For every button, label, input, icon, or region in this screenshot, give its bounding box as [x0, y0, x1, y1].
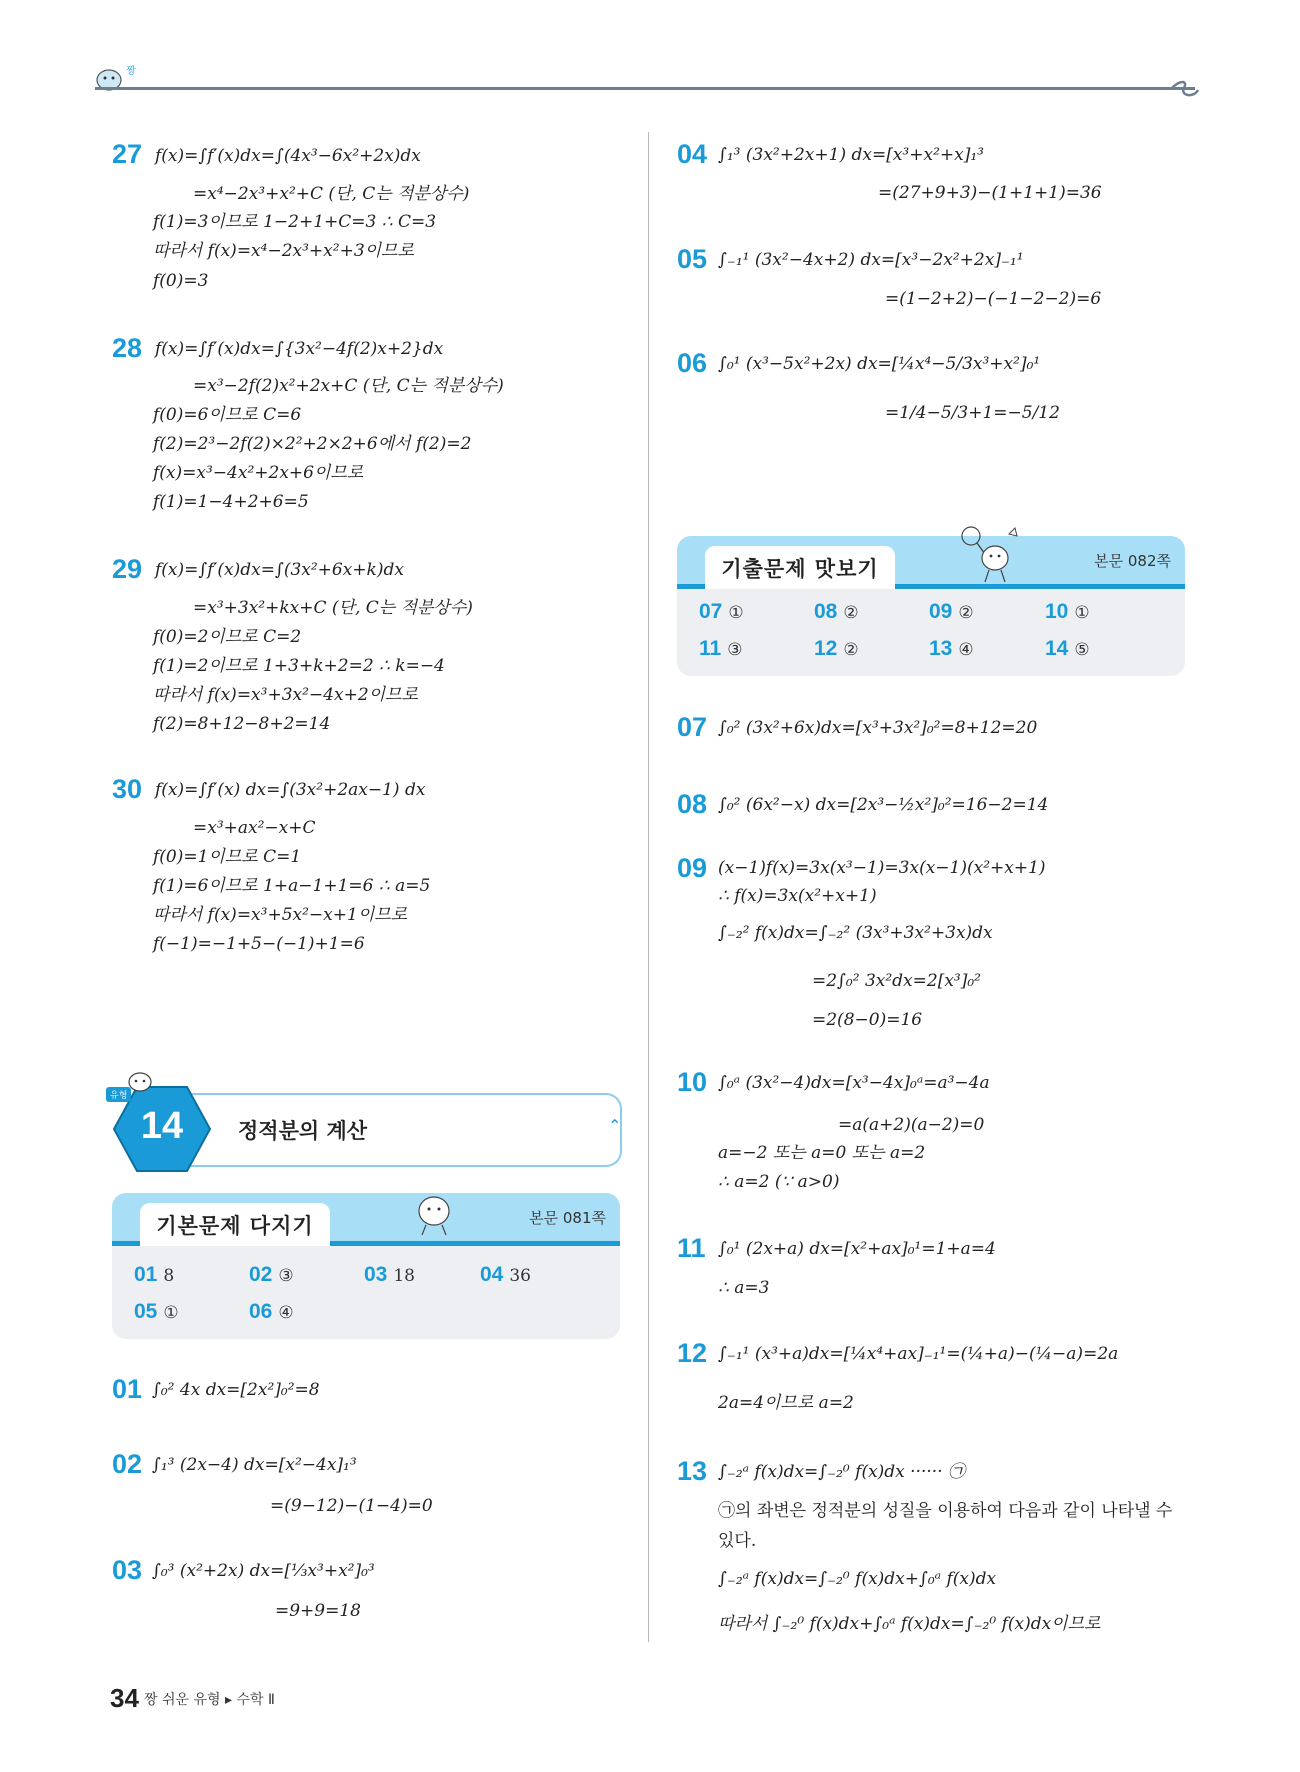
answer-box-tab: 기출문제 맛보기	[705, 546, 895, 589]
problem-number: 27	[112, 139, 143, 169]
solution-line: f(x)=∫f′(x) dx=∫(3x²+2ax−1) dx	[155, 780, 426, 800]
section-header-bar	[140, 1093, 622, 1167]
solution-line: f(2)=2³−2f(2)×2²+2×2+6에서 f(2)=2	[153, 434, 472, 454]
solution-line: ∫₁³ (3x²+2x+1) dx=[x³+x²+x]₁³	[718, 145, 984, 165]
solution-line: f(1)=1−4+2+6=5	[153, 492, 309, 512]
solution-line: 있다.	[718, 1531, 757, 1551]
solution-line: ∫₀² 4x dx=[2x²]₀²=8	[152, 1380, 320, 1400]
solution-line: a=−2 또는 a=0 또는 a=2	[718, 1143, 926, 1163]
solution-line: ∫₀² (3x²+6x)dx=[x³+3x²]₀²=8+12=20	[718, 718, 1038, 738]
problem-number: 30	[112, 774, 143, 804]
solution-line: f(1)=2이므로 1+3+k+2=2 ∴ k=−4	[153, 656, 445, 676]
page-reference: 본문 081쪽	[529, 1209, 606, 1227]
solution-line: (x−1)f(x)=3x(x³−1)=3x(x−1)(x²+x+1)	[718, 858, 1046, 878]
solution-line: 따라서 f(x)=x³+3x²−4x+2이므로	[153, 685, 418, 705]
solution-line: f(1)=3이므로 1−2+1+C=3 ∴ C=3	[153, 212, 437, 232]
solution-line: ∫₁³ (2x−4) dx=[x²−4x]₁³	[152, 1455, 357, 1475]
problem-number: 07	[677, 712, 708, 742]
solution-line: 따라서 f(x)=x⁴−2x³+x²+3이므로	[153, 241, 414, 261]
solution-line: f(0)=2이므로 C=2	[153, 627, 302, 647]
page-number: 34	[110, 1683, 139, 1713]
answer-item: 08 ②	[814, 600, 859, 623]
solution-line: 2a=4이므로 a=2	[718, 1393, 854, 1413]
answer-item: 04 36	[480, 1263, 531, 1286]
solution-line: =a(a+2)(a−2)=0	[838, 1115, 985, 1135]
answer-item: 07 ①	[699, 600, 744, 623]
answer-item: 05 ①	[134, 1300, 179, 1323]
solution-line: f(x)=∫f′(x)dx=∫(3x²+6x+k)dx	[155, 560, 404, 580]
solution-line: 따라서 f(x)=x³+5x²−x+1이므로	[153, 905, 408, 925]
problem-number: 13	[677, 1456, 708, 1486]
solution-line: f(x)=∫f′(x)dx=∫(4x³−6x²+2x)dx	[155, 146, 421, 166]
solution-line: =1/4−5/3+1=−5/12	[885, 403, 1060, 423]
solution-line: ∫₋₂ᵃ f(x)dx=∫₋₂⁰ f(x)dx+∫₀ᵃ f(x)dx	[718, 1569, 997, 1589]
problem-number: 03	[112, 1555, 143, 1585]
solution-line: f(1)=6이므로 1+a−1+1=6 ∴ a=5	[153, 876, 431, 896]
answer-item: 10 ①	[1045, 600, 1090, 623]
solution-line: =x³+ax²−x+C	[193, 818, 316, 838]
answer-item: 03 18	[364, 1263, 415, 1286]
problem-number: 06	[677, 348, 708, 378]
problem-number: 12	[677, 1338, 708, 1368]
column-divider	[648, 132, 649, 1642]
solution-line: ∫₋₂² f(x)dx=∫₋₂² (3x³+3x²+3x)dx	[718, 923, 993, 943]
solution-line: ∴ f(x)=3x(x²+x+1)	[718, 886, 877, 906]
problem-number: 10	[677, 1067, 708, 1097]
solution-line: ∴ a=3	[718, 1278, 770, 1298]
problem-number: 02	[112, 1449, 143, 1479]
solution-line: ㉠의 좌변은 정적분의 성질을 이용하여 다음과 같이 나타낼 수	[718, 1501, 1173, 1521]
solution-line: ∫₋₁¹ (x³+a)dx=[¼x⁴+ax]₋₁¹=(¼+a)−(¼−a)=2a	[718, 1344, 1119, 1364]
solution-line: ∫₀¹ (2x+a) dx=[x²+ax]₀¹=1+a=4	[718, 1239, 996, 1259]
solution-line: =x³+3x²+kx+C (단, C는 적분상수)	[193, 598, 473, 618]
solution-line: 따라서 ∫₋₂⁰ f(x)dx+∫₀ᵃ f(x)dx=∫₋₂⁰ f(x)dx이므로	[718, 1614, 1101, 1634]
header-mascot-label: 짱	[126, 66, 136, 77]
solution-line: =2(8−0)=16	[812, 1010, 923, 1030]
solution-line: =(27+9+3)−(1+1+1)=36	[878, 183, 1102, 203]
solution-line: f(−1)=−1+5−(−1)+1=6	[153, 934, 365, 954]
answer-item: 01 8	[134, 1263, 175, 1286]
solution-line: =(9−12)−(1−4)=0	[270, 1496, 433, 1516]
solution-line: f(0)=1이므로 C=1	[153, 847, 302, 867]
solution-line: =x⁴−2x³+x²+C (단, C는 적분상수)	[193, 184, 470, 204]
section-mascot-icon	[126, 1067, 154, 1097]
solution-line: =9+9=18	[275, 1601, 361, 1621]
problem-number: 08	[677, 789, 708, 819]
solution-line: =x³−2f(2)x²+2x+C (단, C는 적분상수)	[193, 376, 504, 396]
solution-line: =2∫₀² 3x²dx=2[x³]₀²	[812, 971, 981, 991]
mascot-badminton-icon	[959, 522, 1019, 590]
problem-number: 11	[677, 1233, 706, 1263]
solution-line: f(0)=6이므로 C=6	[153, 405, 302, 425]
solution-line: f(2)=8+12−8+2=14	[153, 714, 331, 734]
section-number: 14	[140, 1105, 184, 1147]
solution-line: ∫₀¹ (x³−5x²+2x) dx=[¼x⁴−5/3x³+x²]₀¹	[718, 354, 1041, 374]
solution-line: ∴ a=2 (∵ a>0)	[718, 1172, 840, 1192]
problem-number: 01	[112, 1374, 143, 1404]
problem-number: 28	[112, 333, 143, 363]
answer-box-basic	[112, 1193, 620, 1339]
page-reference: 본문 082쪽	[1094, 552, 1171, 570]
solution-line: f(0)=3	[153, 271, 209, 291]
footer-book-title: 짱 쉬운 유형 ▸ 수학 Ⅱ	[144, 1692, 275, 1708]
header-rule	[95, 87, 1195, 90]
answer-box-tab: 기본문제 다지기	[140, 1203, 330, 1246]
answer-box-past	[677, 536, 1185, 676]
ribbon-knot-icon	[1170, 78, 1200, 106]
problem-number: 29	[112, 554, 143, 584]
answer-item: 13 ④	[929, 637, 974, 660]
answer-item: 06 ④	[249, 1300, 294, 1323]
problem-number: 05	[677, 244, 708, 274]
problem-number: 04	[677, 139, 708, 169]
solution-line: f(x)=x³−4x²+2x+6이므로	[153, 463, 364, 483]
section-badge-label: 유형	[110, 1091, 128, 1101]
problem-number: 09	[677, 853, 708, 883]
mascot-icon	[412, 1185, 456, 1241]
answer-item: 09 ②	[929, 600, 974, 623]
solution-line: ∫₀² (6x²−x) dx=[2x³−½x²]₀²=16−2=14	[718, 795, 1049, 815]
answer-item: 02 ③	[249, 1263, 294, 1286]
answer-item: 12 ②	[814, 637, 859, 660]
solution-line: ∫₋₁¹ (3x²−4x+2) dx=[x³−2x²+2x]₋₁¹	[718, 250, 1024, 270]
section-title: 정적분의 계산	[238, 1119, 368, 1143]
solution-line: ∫₋₂ᵃ f(x)dx=∫₋₂⁰ f(x)dx ······ ㉠	[718, 1462, 965, 1482]
solution-line: f(x)=∫f′(x)dx=∫{3x²−4f(2)x+2}dx	[155, 339, 444, 359]
solution-line: =(1−2+2)−(−1−2−2)=6	[885, 289, 1102, 309]
answer-item: 11 ③	[699, 637, 743, 660]
answer-item: 14 ⑤	[1045, 637, 1090, 660]
solution-line: ∫₀ᵃ (3x²−4)dx=[x³−4x]₀ᵃ=a³−4a	[718, 1073, 990, 1093]
chevron-up-icon: ⌃	[608, 1116, 622, 1135]
solution-line: ∫₀³ (x²+2x) dx=[⅓x³+x²]₀³	[152, 1561, 375, 1581]
